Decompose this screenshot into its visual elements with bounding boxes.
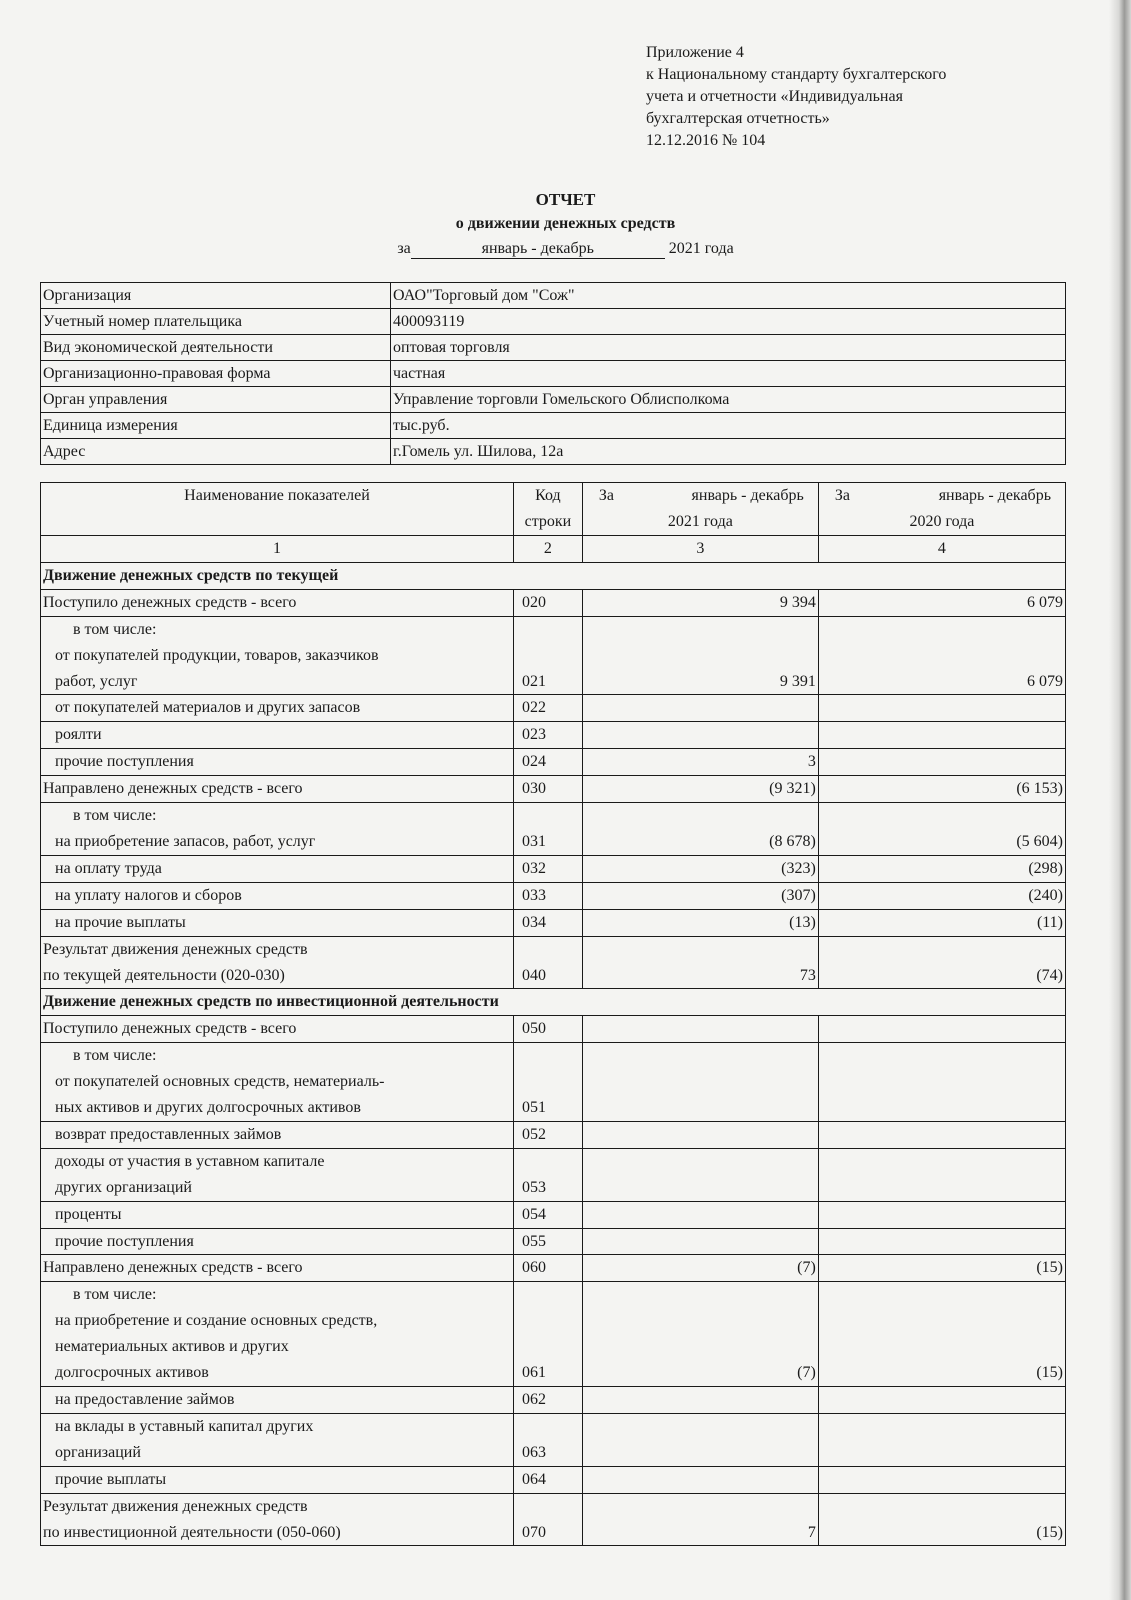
row-code: 024 (513, 749, 582, 776)
table-row (41, 1466, 1066, 1493)
info-row (41, 413, 1066, 439)
table-row (41, 695, 1066, 722)
current-period-value: 3 (582, 749, 818, 776)
previous-period-value: (5 604) (818, 803, 1065, 856)
info-value: Управление торговли Гомельского Облисполкома (391, 387, 1066, 413)
table-row (41, 589, 1066, 616)
previous-period-value (818, 1201, 1065, 1228)
previous-period-value: (15) (818, 1493, 1065, 1546)
indicator-name: на уплату налогов и сборов (41, 882, 514, 909)
row-code: 062 (513, 1387, 582, 1414)
info-value: г.Гомель ул. Шилова, 12а (391, 439, 1066, 465)
appendix-line: учета и отчетности «Индивидуальная (646, 88, 903, 105)
header-name: Наименование показателей (41, 483, 514, 536)
indicator-name-line: Результат движения денежных средств (43, 1497, 308, 1515)
current-period-value: (9 321) (582, 776, 818, 803)
report-title: ОТЧЕТ (535, 190, 596, 209)
row-code: 060 (513, 1255, 582, 1282)
table-row (41, 1255, 1066, 1282)
table-row (41, 855, 1066, 882)
column-number: 2 (513, 536, 582, 563)
row-code: 055 (513, 1228, 582, 1255)
indicator-name-line: нематериальных активов и других (55, 1338, 289, 1356)
info-row (41, 439, 1066, 465)
table-header-row (41, 483, 1066, 536)
indicator-name: Поступило денежных средств - всего (41, 1016, 514, 1043)
current-period-value (582, 1016, 818, 1043)
row-code: 052 (513, 1121, 582, 1148)
indicator-name-line: работ, услуг (55, 672, 138, 690)
row-code: 050 (513, 1016, 582, 1043)
info-row (41, 361, 1066, 387)
period-suffix: 2021 года (668, 240, 734, 257)
info-row (41, 387, 1066, 413)
previous-period-value: 6 079 (818, 589, 1065, 616)
column-number: 1 (41, 536, 514, 563)
row-code: 033 (513, 882, 582, 909)
indicator-name-line: на приобретение запасов, работ, услуг (55, 832, 316, 850)
indicator-name: проценты (41, 1201, 514, 1228)
row-code: 032 (513, 855, 582, 882)
indicator-name (41, 1493, 514, 1546)
info-row (41, 283, 1066, 309)
current-period-value: (323) (582, 855, 818, 882)
info-key: Единица измерения (41, 413, 391, 439)
indicator-name: прочие поступления (41, 1228, 514, 1255)
previous-period-value: (74) (818, 936, 1065, 989)
row-code: 051 (513, 1043, 582, 1122)
section-title: Движение денежных средств по инвестиционной деятельности (41, 989, 1066, 1016)
current-period-value (582, 1148, 818, 1201)
appendix-line: Приложение 4 (646, 44, 744, 61)
appendix-line: бухгалтерская отчетность» (646, 110, 830, 127)
row-code: 021 (513, 616, 582, 695)
info-value: тыс.руб. (391, 413, 1066, 439)
table-row (41, 1148, 1066, 1201)
current-period-value (582, 1121, 818, 1148)
previous-period-value (818, 749, 1065, 776)
previous-period-value: (15) (818, 1282, 1065, 1387)
indicator-name: на предоставление займов (41, 1387, 514, 1414)
info-key: Организация (41, 283, 391, 309)
table-row (41, 909, 1066, 936)
appendix-line: 12.12.2016 № 104 (646, 132, 766, 149)
indicator-name-line: в том числе: (73, 620, 157, 638)
previous-period-value (818, 1148, 1065, 1201)
indicator-name (41, 1413, 514, 1466)
table-row (41, 1043, 1066, 1122)
previous-period-value: (15) (818, 1255, 1065, 1282)
indicator-name-line: на вклады в уставный капитал других (55, 1417, 314, 1435)
indicator-name-line: Результат движения денежных средств (43, 940, 308, 958)
indicator-name-line: в том числе: (73, 807, 157, 825)
indicator-name (41, 1148, 514, 1201)
indicator-name (41, 1043, 514, 1122)
info-row (41, 309, 1066, 335)
table-row (41, 776, 1066, 803)
previous-period-value (818, 1466, 1065, 1493)
row-code: 020 (513, 589, 582, 616)
info-key: Орган управления (41, 387, 391, 413)
previous-period-value: (11) (818, 909, 1065, 936)
indicator-name-line: по инвестиционной деятельности (050-060) (43, 1523, 341, 1541)
previous-period-value: 6 079 (818, 616, 1065, 695)
current-period-value (582, 695, 818, 722)
table-row (41, 1121, 1066, 1148)
header-code: Код строки (513, 483, 582, 536)
indicator-name (41, 803, 514, 856)
indicator-name-line: от покупателей продукции, товаров, заказчиков (55, 646, 379, 664)
current-period-value (582, 1387, 818, 1414)
indicator-name: от покупателей материалов и других запасов (41, 695, 514, 722)
column-number-row (41, 536, 1066, 563)
current-period-value: (7) (582, 1282, 818, 1387)
row-code: 034 (513, 909, 582, 936)
info-key: Вид экономической деятельности (41, 335, 391, 361)
indicator-name: Поступило денежных средств - всего (41, 589, 514, 616)
current-period-value: (307) (582, 882, 818, 909)
indicator-name: Направлено денежных средств - всего (41, 1255, 514, 1282)
indicator-name-line: долгосрочных активов (55, 1364, 209, 1382)
appendix-note (646, 42, 946, 152)
previous-period-value (818, 1228, 1065, 1255)
row-code: 031 (513, 803, 582, 856)
previous-period-value (818, 722, 1065, 749)
previous-period-value (818, 1016, 1065, 1043)
row-code: 040 (513, 936, 582, 989)
table-row (41, 722, 1066, 749)
row-code: 022 (513, 695, 582, 722)
table-row (41, 749, 1066, 776)
current-period-value (582, 1413, 818, 1466)
indicator-name: на прочие выплаты (41, 909, 514, 936)
current-period-value (582, 1228, 818, 1255)
indicator-name-line: от покупателей основных средств, нематериаль- (55, 1073, 385, 1091)
row-code: 054 (513, 1201, 582, 1228)
info-value: ОАО"Торговый дом "Сож" (391, 283, 1066, 309)
indicator-name: возврат предоставленных займов (41, 1121, 514, 1148)
previous-period-value (818, 695, 1065, 722)
current-period-value: (13) (582, 909, 818, 936)
indicator-name-line: в том числе: (73, 1047, 157, 1065)
indicator-name (41, 936, 514, 989)
period-prefix: за (397, 240, 411, 257)
row-code: 070 (513, 1493, 582, 1546)
previous-period-value: (6 153) (818, 776, 1065, 803)
info-key: Организационно-правовая форма (41, 361, 391, 387)
current-period-value: (8 678) (582, 803, 818, 856)
table-row (41, 616, 1066, 695)
info-key: Адрес (41, 439, 391, 465)
header-current-period: За январь - декабрь 2021 года (582, 483, 818, 536)
period-value: январь - декабрь (411, 240, 665, 259)
row-code: 061 (513, 1282, 582, 1387)
indicator-name (41, 1282, 514, 1387)
table-row (41, 1282, 1066, 1387)
current-period-value: 9 394 (582, 589, 818, 616)
indicator-name: прочие выплаты (41, 1466, 514, 1493)
row-code: 063 (513, 1413, 582, 1466)
info-key: Учетный номер плательщика (41, 309, 391, 335)
indicator-name: роялти (41, 722, 514, 749)
table-row (41, 1413, 1066, 1466)
table-row (41, 936, 1066, 989)
previous-period-value: (240) (818, 882, 1065, 909)
header-previous-period: За январь - декабрь 2020 года (818, 483, 1065, 536)
current-period-value (582, 1201, 818, 1228)
info-row (41, 335, 1066, 361)
section-header-row (41, 989, 1066, 1016)
current-period-value (582, 1043, 818, 1122)
indicator-name-line: на приобретение и создание основных средств, (55, 1312, 378, 1330)
row-code: 064 (513, 1466, 582, 1493)
indicator-name: Направлено денежных средств - всего (41, 776, 514, 803)
section-title: Движение денежных средств по текущей (41, 562, 1066, 589)
column-number: 3 (582, 536, 818, 563)
indicator-name-line: доходы от участия в уставном капитале (55, 1152, 325, 1170)
indicator-name-line: в том числе: (73, 1286, 157, 1304)
current-period-value: 9 391 (582, 616, 818, 695)
previous-period-value (818, 1121, 1065, 1148)
info-value: частная (391, 361, 1066, 387)
previous-period-value (818, 1413, 1065, 1466)
indicator-name (41, 616, 514, 695)
indicator-name-line: других организаций (55, 1178, 192, 1196)
current-period-value: 73 (582, 936, 818, 989)
current-period-value: 7 (582, 1493, 818, 1546)
report-period (0, 240, 1131, 259)
info-value: оптовая торговля (391, 335, 1066, 361)
organization-info-table (40, 282, 1066, 465)
table-row (41, 1201, 1066, 1228)
table-row (41, 882, 1066, 909)
cash-flow-table (40, 482, 1066, 1546)
previous-period-value (818, 1043, 1065, 1122)
previous-period-value (818, 1387, 1065, 1414)
appendix-line: к Национальному стандарту бухгалтерского (646, 66, 947, 83)
row-code: 053 (513, 1148, 582, 1201)
current-period-value: (7) (582, 1255, 818, 1282)
indicator-name-line: ных активов и других долгосрочных активов (55, 1099, 361, 1117)
current-period-value (582, 1466, 818, 1493)
indicator-name-line: организаций (55, 1443, 141, 1461)
table-row (41, 1228, 1066, 1255)
indicator-name: на оплату труда (41, 855, 514, 882)
indicator-name-line: по текущей деятельности (020-030) (43, 966, 285, 984)
section-header-row (41, 562, 1066, 589)
info-value: 400093119 (391, 309, 1066, 335)
indicator-name: прочие поступления (41, 749, 514, 776)
report-subtitle: о движении денежных средств (455, 215, 676, 232)
table-row (41, 1387, 1066, 1414)
previous-period-value: (298) (818, 855, 1065, 882)
table-row (41, 1016, 1066, 1043)
row-code: 030 (513, 776, 582, 803)
table-row (41, 803, 1066, 856)
column-number: 4 (818, 536, 1065, 563)
row-code: 023 (513, 722, 582, 749)
current-period-value (582, 722, 818, 749)
table-row (41, 1493, 1066, 1546)
